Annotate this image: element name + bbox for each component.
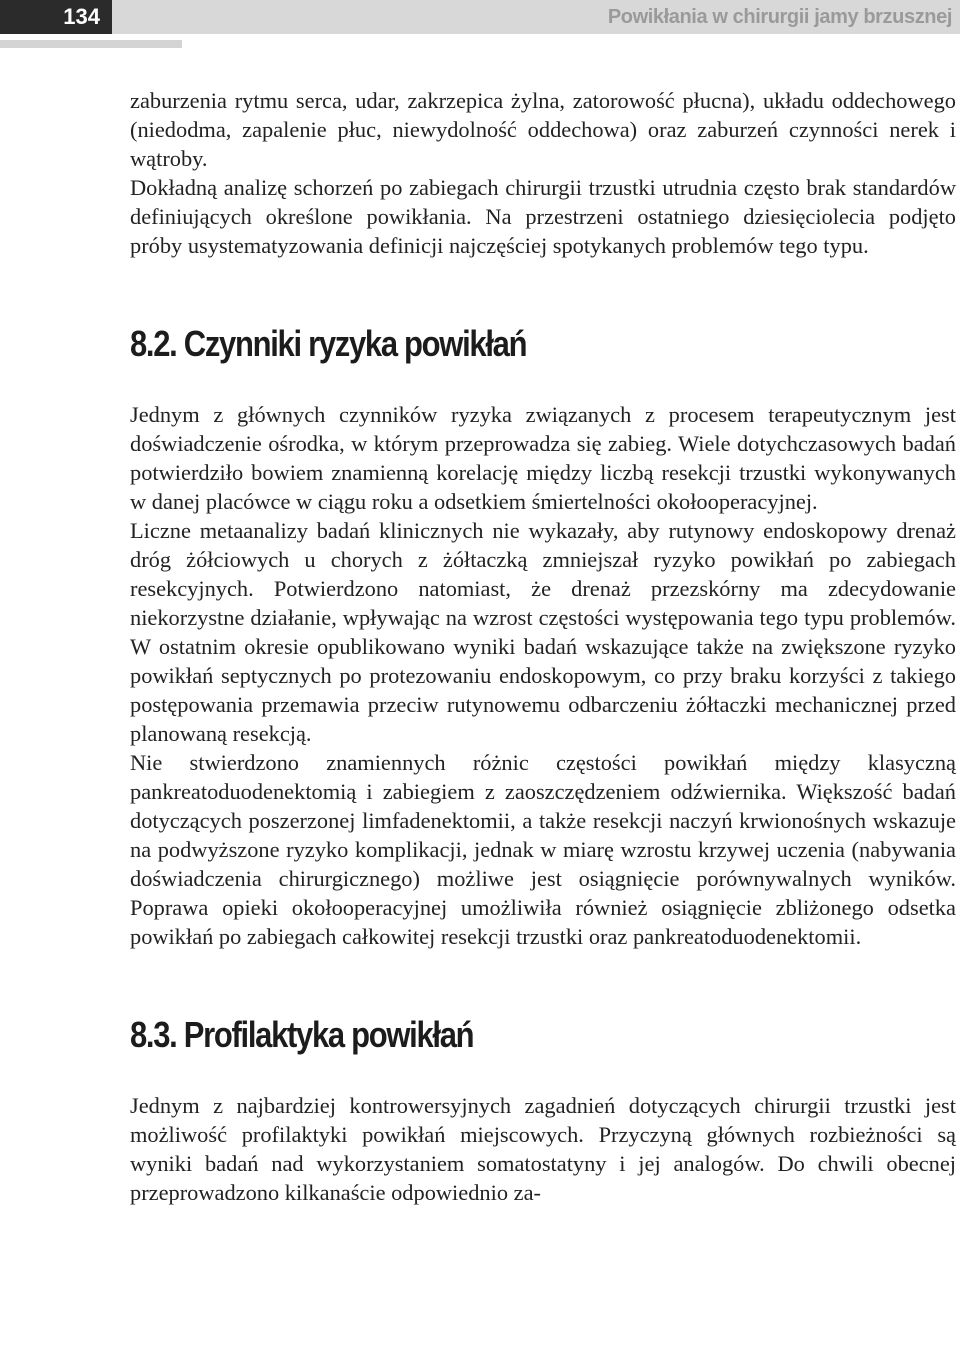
spacer [130, 1057, 956, 1091]
section-8-3-paragraph-1: Jednym z najbardziej kontrowersyjnych zagadnień dotyczących chirurgii trzustki jest możliwość profilaktyki powikłań miejscowych. Przyczyną głównych rozbieżności są wyniki badań nad wykorzystaniem somatostatyny i jej analogów. Do chwili obecnej przeprowadzono kilkanaście odpowiednio za- [130, 1093, 956, 1205]
section-8-2-paragraph-1: Jednym z głównych czynników ryzyka związanych z procesem terapeutycznym jest doświadczenie ośrodka, w którym przeprowadza się zabieg. Wiele dotychczasowych badań potwierdziło bowiem znamienną korelację między liczbą resekcji trzustki wykonywanych w danej placówce w ciągu roku a odsetkiem śmiertelności okołooperacyjnej. [130, 402, 956, 514]
section-heading-8-3: 8.3. Profilaktyka powikłań [130, 1014, 474, 1055]
section-heading-8-2: 8.2. Czynniki ryzyka powikłań [130, 323, 527, 364]
header-accent-rule [0, 40, 182, 48]
running-title: Powikłania w chirurgii jamy brzusznej [607, 6, 952, 28]
spacer [130, 951, 956, 1013]
section-8-2-paragraph-2: Liczne metaanalizy badań klinicznych nie wykazały, aby rutynowy endoskopowy drenaż dróg żółciowych u chorych z żółtaczką zmniejszał ryzyko powikłań po zabiegach resekcyjnych. Potwierdzono natomiast, że drenaż przezskórny ma zdecydowanie niekorzystne działanie, wpływając na wzrost częstości występowania tego typu problemów. W ostatnim okresie opublikowano wyniki badań wskazujące także na zwiększone ryzyko powikłań septycznych po protezowaniu endoskopowym, co przy braku korzyści z takiego postępowania przemawia przeciw rutynowemu odbarczeniu żółtaczki mechanicznej przed planowaną resekcją. [130, 518, 956, 746]
intro-paragraph-2: Dokładną analizę schorzeń po zabiegach chirurgii trzustki utrudnia często brak standardów definiujących określone powikłania. Na przestrzeni ostatniego dziesięciolecia podjęto próby usystematyzowania definicji najczęściej spotykanych problemów tego typu. [130, 175, 956, 258]
page-body [130, 86, 956, 1207]
spacer [130, 260, 956, 322]
page-number: 134 [0, 0, 112, 34]
intro-paragraph-1: zaburzenia rytmu serca, udar, zakrzepica żylna, zatorowość płucna), układu oddechowego (niedodma, zapalenie płuc, niewydolność oddechowa) oraz zaburzeń czynności nerek i wątroby. [130, 88, 956, 171]
section-8-2-paragraph-3: Nie stwierdzono znamiennych różnic częstości powikłań między klasyczną pankreatoduodenektomią i zabiegiem z zaoszczędzeniem odźwiernika. Większość badań dotyczących poszerzonej limfadenektomii, a także resekcji naczyń krwionośnych wskazuje na podwyższone ryzyko komplikacji, jednak w miarę wzrostu krzywej uczenia (nabywania doświadczenia chirurgicznego) możliwe jest osiągnięcie porównywalnych wyników. Poprawa opieki okołooperacyjnej umożliwiła również osiągnięcie zbliżonego odsetka powikłań po zabiegach całkowitej resekcji trzustki oraz pankreatoduodenektomii. [130, 750, 956, 949]
spacer [130, 366, 956, 400]
